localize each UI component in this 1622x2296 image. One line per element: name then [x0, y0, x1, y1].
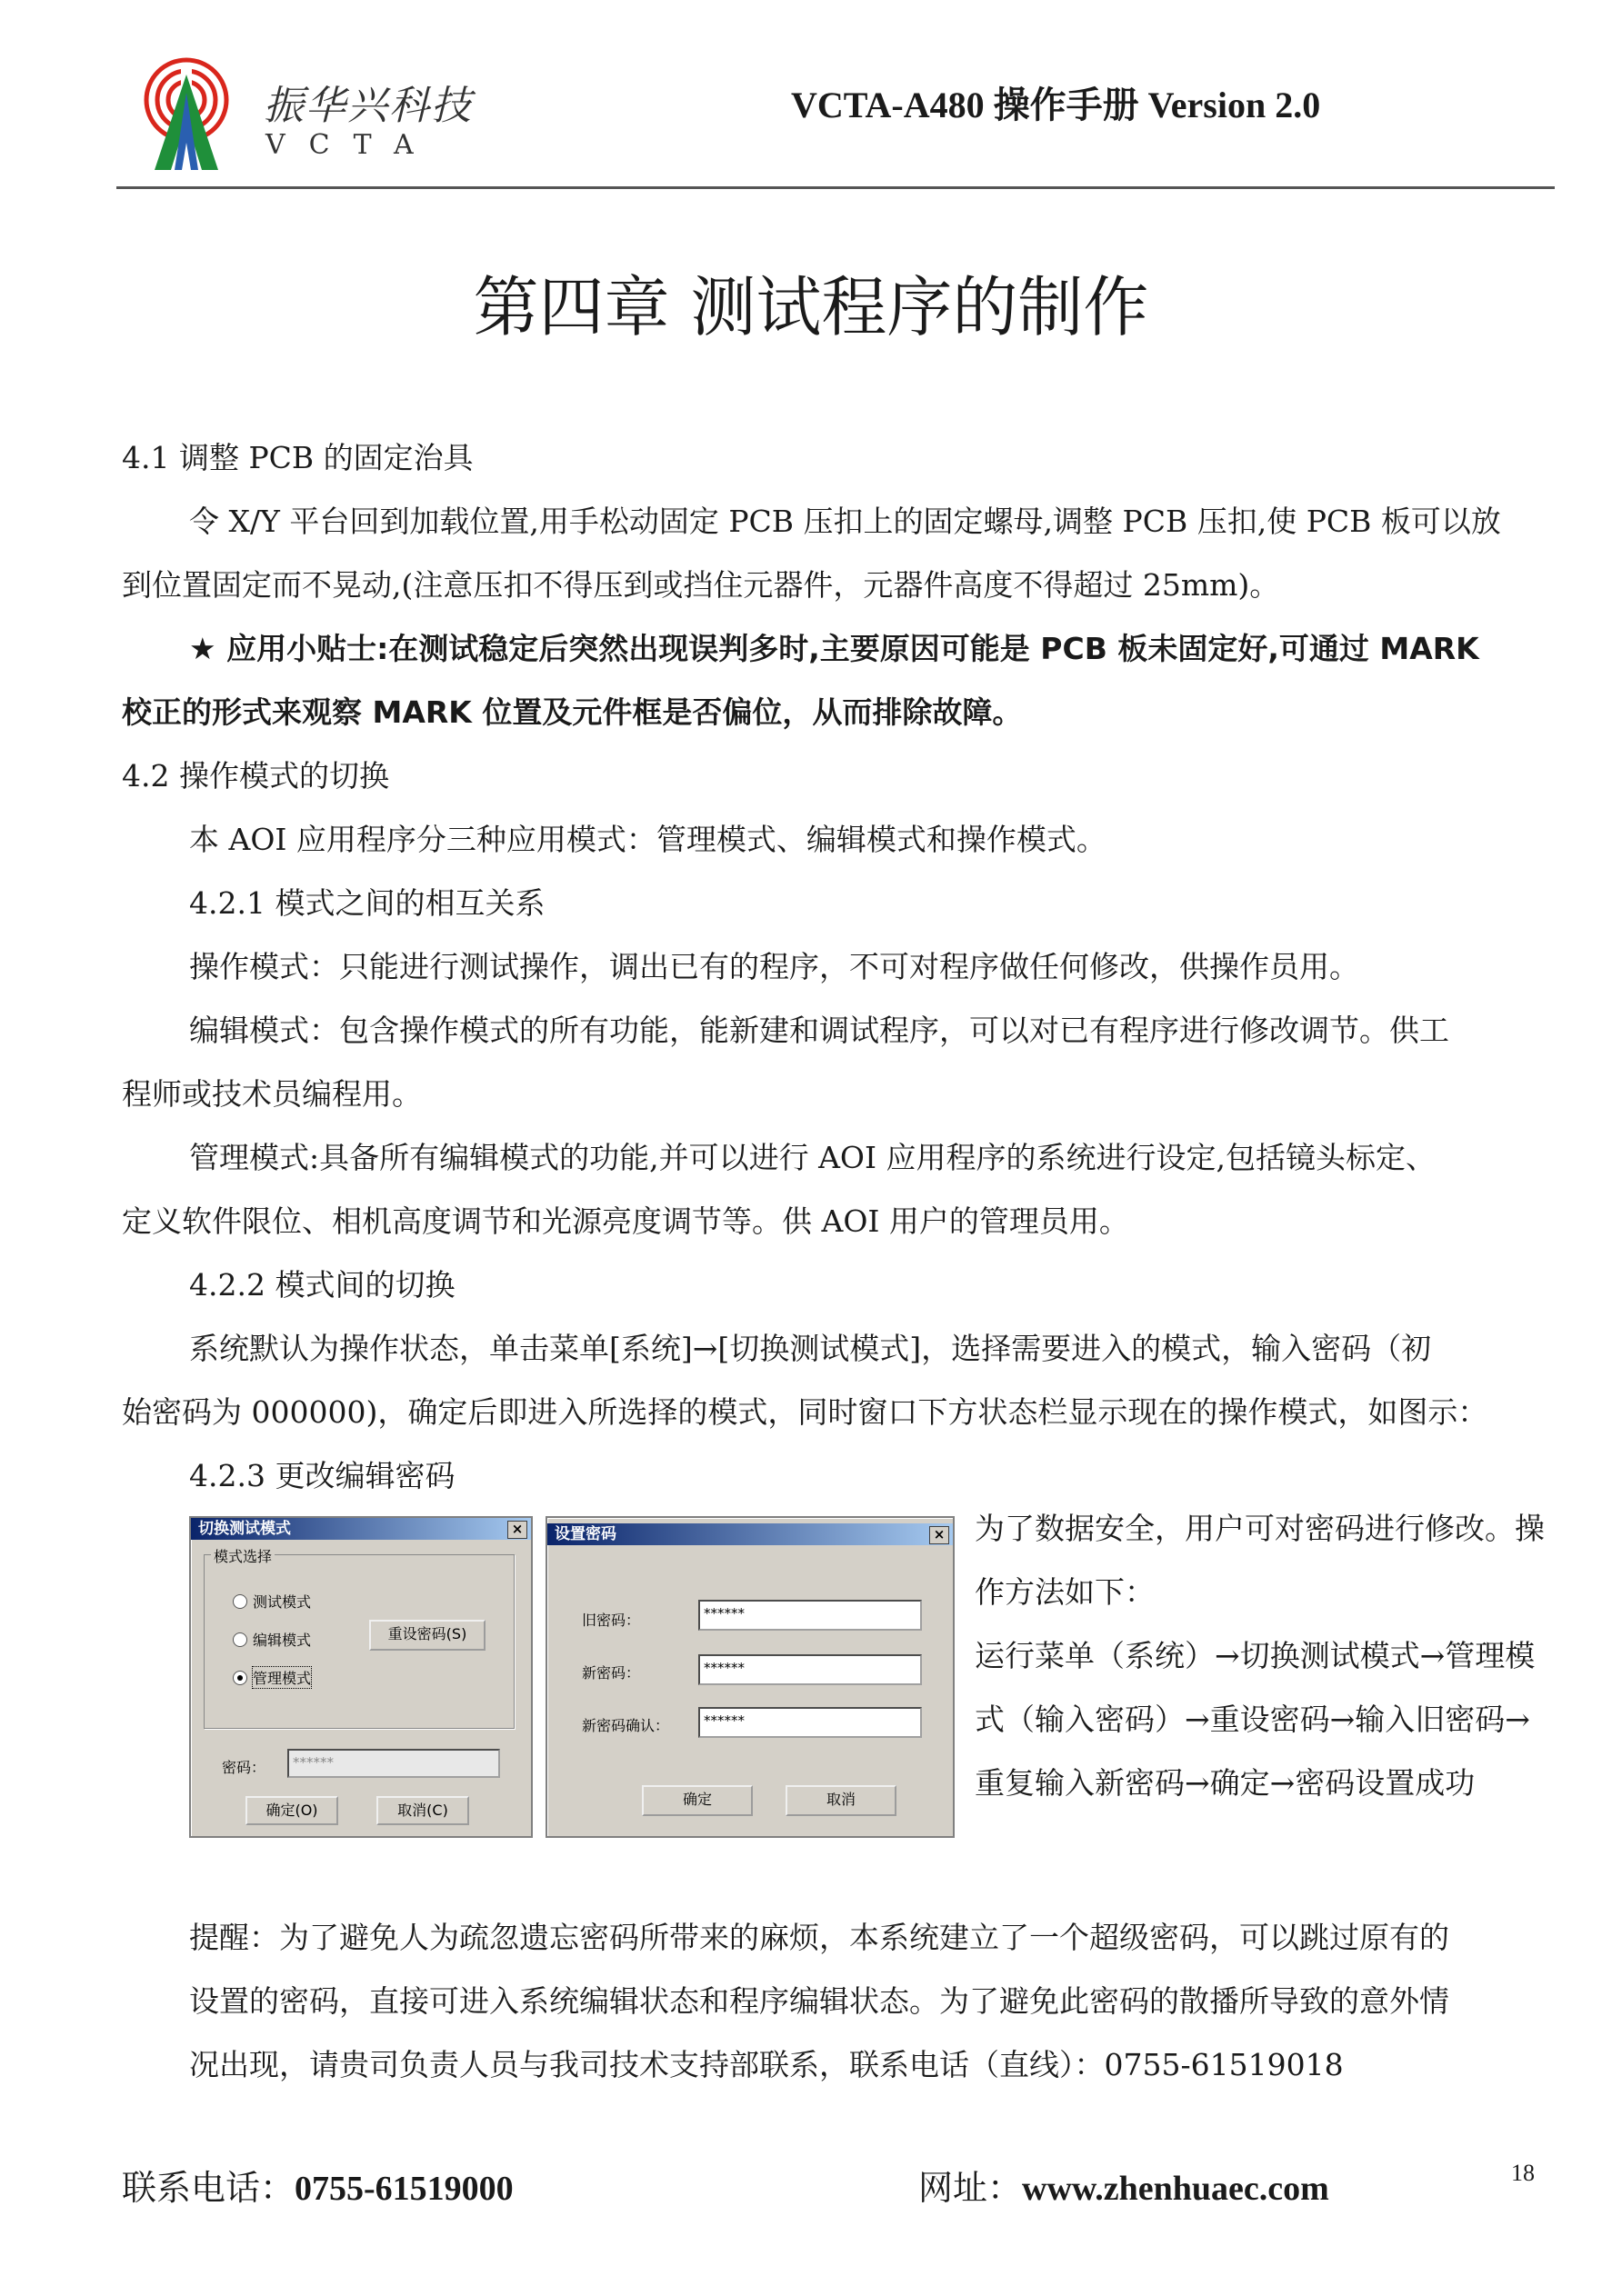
- footer-phone-label: 联系电话：: [122, 2170, 295, 2208]
- brand-name-cn: 振华兴科技: [264, 83, 473, 129]
- paragraph-text: 始密码为 000000)，确定后即进入所选择的模式，同时窗口下方状态栏显示现在的操作模式，如图示：: [122, 1394, 1488, 1430]
- page-number: 18: [1511, 2160, 1535, 2186]
- paragraph-text: 编辑模式：包含操作模式的所有功能，能新建和调试程序，可以对已有程序进行修改调节。供工: [189, 1013, 1449, 1048]
- section-4-2-3-heading: 4.2.3 更改编辑密码: [189, 1458, 456, 1493]
- section-4-2-heading: 4.2 操作模式的切换: [122, 758, 389, 794]
- paragraph-text: 系统默认为操作状态，单击菜单[系统]→[切换测试模式]，选择需要进入的模式，输入密码（初: [189, 1331, 1432, 1366]
- paragraph-text: 本 AOI 应用程序分三种应用模式：管理模式、编辑模式和操作模式。: [189, 822, 1106, 857]
- reminder-text: 况出现，请贵司负责人员与我司技术支持部联系，联系电话（直线）：0755-61519018: [189, 2047, 1344, 2082]
- dialog-title: 切换测试模式: [198, 1520, 291, 1538]
- radio-test-mode-label: 测试模式: [253, 1593, 312, 1611]
- paragraph-text: 定义软件限位、相机高度调节和光源亮度调节等。供 AOI 用户的管理员用。: [122, 1203, 1129, 1239]
- tip-text: 校正的形式来观察 MARK 位置及元件框是否偏位，从而排除故障。: [122, 694, 1023, 730]
- password-label: 密码：: [222, 1759, 266, 1776]
- side-text: 作方法如下：: [975, 1574, 1155, 1610]
- side-text: 运行菜单（系统）→切换测试模式→管理模: [975, 1638, 1536, 1673]
- cancel-button[interactable]: 取消: [786, 1785, 896, 1816]
- password-input[interactable]: ******: [287, 1749, 500, 1778]
- section-4-2-2-heading: 4.2.2 模式间的切换: [189, 1267, 456, 1303]
- footer-phone: [122, 2160, 514, 2210]
- footer-website: [918, 2160, 1329, 2210]
- close-icon[interactable]: ×: [507, 1521, 527, 1539]
- switch-mode-dialog: [189, 1516, 533, 1838]
- radio-edit-mode-label: 编辑模式: [253, 1632, 312, 1649]
- paragraph-text: 到位置固定而不晃动,(注意压扣不得压到或挡住元器件，元器件高度不得超过 25mm)。: [122, 567, 1280, 603]
- new-password-label: 新密码：: [582, 1664, 641, 1682]
- cancel-button[interactable]: 取消(C): [376, 1796, 469, 1825]
- reset-password-button[interactable]: 重设密码(S): [369, 1620, 486, 1651]
- side-text: 为了数据安全，用户可对密码进行修改。操: [975, 1511, 1545, 1546]
- radio-admin-mode-label: 管理模式: [253, 1667, 311, 1688]
- close-icon[interactable]: ×: [929, 1526, 949, 1544]
- old-password-input[interactable]: ******: [698, 1600, 922, 1631]
- radio-test-mode[interactable]: [233, 1594, 247, 1609]
- chapter-title: 第四章 测试程序的制作: [473, 269, 1149, 345]
- footer-web-url[interactable]: www.zhenhuaec.com: [1022, 2170, 1329, 2208]
- side-text: 重复输入新密码→确定→密码设置成功: [975, 1765, 1476, 1801]
- radio-edit-mode[interactable]: [233, 1632, 247, 1647]
- ok-button[interactable]: 确定(O): [245, 1796, 338, 1825]
- dialog-titlebar: [191, 1518, 531, 1540]
- tip-text: ★ 应用小贴士:在测试稳定后突然出现误判多时,主要原因可能是 PCB 板未固定好,可通过 MARK: [189, 631, 1479, 666]
- radio-admin-mode[interactable]: [233, 1671, 247, 1685]
- footer-phone-number: 0755-61519000: [295, 2170, 514, 2208]
- footer-web-label: 网址：: [918, 2170, 1023, 2208]
- reminder-text: 设置的密码，直接可进入系统编辑状态和程序编辑状态。为了避免此密码的散播所导致的意外情: [189, 1983, 1449, 2019]
- dialog-titlebar: [547, 1523, 953, 1545]
- paragraph-text: 令 X/Y 平台回到加载位置,用手松动固定 PCB 压扣上的固定螺母,调整 PCB 压扣,使 PCB 板可以放: [189, 504, 1501, 539]
- brand-name-en: VCTA: [265, 129, 437, 161]
- confirm-password-label: 新密码确认：: [582, 1717, 670, 1734]
- dialog-title: 设置密码: [555, 1525, 616, 1543]
- header-divider: [116, 186, 1555, 189]
- confirm-password-input[interactable]: ******: [698, 1707, 922, 1738]
- mode-group-label: 模式选择: [211, 1545, 275, 1566]
- new-password-input[interactable]: ******: [698, 1654, 922, 1685]
- company-logo: [136, 56, 236, 175]
- side-text: 式（输入密码）→重设密码→输入旧密码→: [975, 1702, 1530, 1737]
- reminder-text: 提醒：为了避免人为疏忽遗忘密码所带来的麻烦，本系统建立了一个超级密码，可以跳过原有的: [189, 1920, 1449, 1955]
- paragraph-text: 管理模式:具备所有编辑模式的功能,并可以进行 AOI 应用程序的系统进行设定,包括镜头标定、: [189, 1140, 1436, 1175]
- section-4-1-heading: 4.1 调整 PCB 的固定治具: [122, 440, 474, 475]
- manual-title: VCTA-A480 操作手册 Version 2.0: [791, 85, 1321, 125]
- set-password-dialog: [546, 1516, 955, 1838]
- old-password-label: 旧密码：: [582, 1612, 641, 1629]
- ok-button[interactable]: 确定: [642, 1785, 753, 1816]
- paragraph-text: 程师或技术员编程用。: [122, 1076, 422, 1112]
- section-4-2-1-heading: 4.2.1 模式之间的相互关系: [189, 885, 546, 921]
- paragraph-text: 操作模式：只能进行测试操作，调出已有的程序，不可对程序做任何修改，供操作员用。: [189, 949, 1359, 984]
